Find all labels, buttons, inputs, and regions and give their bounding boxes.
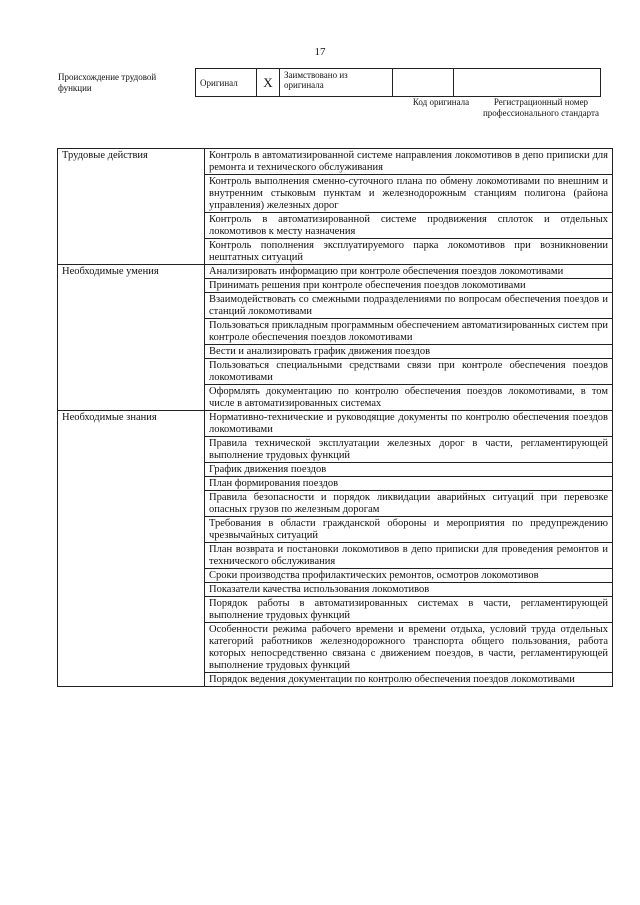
section-item: План формирования поездов	[205, 477, 613, 491]
section-item: Порядок работы в автоматизированных системах в части, регламентирующей выполнение трудовых функций	[205, 597, 613, 623]
section-cell	[58, 623, 205, 673]
section-item: Вести и анализировать график движения поездов	[205, 345, 613, 359]
section-item: Пользоваться прикладным программным обеспечением автоматизированных систем при контроле обеспечения поездов локомотивами	[205, 319, 613, 345]
table-row	[58, 583, 613, 597]
code-cell	[393, 69, 454, 97]
table-row	[58, 569, 613, 583]
borrowed-cell: Заимствовано из оригинала	[280, 69, 393, 97]
section-item: Порядок ведения документации по контролю обеспечения поездов локомотивами	[205, 673, 613, 687]
table-row	[58, 463, 613, 477]
table-row	[58, 597, 613, 623]
table-row	[58, 543, 613, 569]
table-row	[58, 491, 613, 517]
section-cell	[58, 359, 205, 385]
origin-table	[195, 68, 601, 97]
section-cell	[58, 213, 205, 239]
function-table	[57, 148, 613, 687]
table-row	[58, 265, 613, 279]
table-row	[58, 517, 613, 543]
section-item: Контроль выполнения сменно-суточного плана по обмену локомотивами по внешним и внутренним стыковым пунктам и железнодорожным станциям полигона (района управления) железных дорог	[205, 175, 613, 213]
table-row	[58, 411, 613, 437]
section-cell	[58, 319, 205, 345]
table-row	[58, 437, 613, 463]
table-row	[58, 279, 613, 293]
section-cell	[58, 279, 205, 293]
code-caption: Код оригинала	[412, 97, 470, 107]
section-cell	[58, 175, 205, 213]
section-cell	[58, 583, 205, 597]
table-row	[58, 345, 613, 359]
section-item: Взаимодействовать со смежными подразделениями по вопросам обеспечения поездов и станций локомотивами	[205, 293, 613, 319]
section-item: Принимать решения при контроле обеспечения поездов локомотивами	[205, 279, 613, 293]
section-cell	[58, 437, 205, 463]
section-item: Особенности режима рабочего времени и времени отдыха, условий труда отдельных категорий работников железнодорожного транспорта общего пользования, работа которых непосредственно связана с движением поездов, в части, регламентирующей выполнение трудовых функций	[205, 623, 613, 673]
table-row	[58, 319, 613, 345]
section-cell	[58, 385, 205, 411]
section-item: Оформлять документацию по контролю обеспечения поездов локомотивами, в том числе в автоматизированных системах	[205, 385, 613, 411]
section-item: График движения поездов	[205, 463, 613, 477]
function-table-body	[58, 149, 613, 687]
table-row	[58, 239, 613, 265]
section-cell	[58, 673, 205, 687]
table-row	[58, 673, 613, 687]
section-cell	[58, 597, 205, 623]
section-cell	[58, 491, 205, 517]
section-cell	[58, 239, 205, 265]
section-cell	[58, 517, 205, 543]
reg-number-cell	[454, 69, 601, 97]
section-item: Анализировать информацию при контроле обеспечения поездов локомотивами	[205, 265, 613, 279]
section-item: Пользоваться специальными средствами связи при контроле обеспечения поездов локомотивами	[205, 359, 613, 385]
section-item: Контроль в автоматизированной системе направления локомотивов в депо приписки для ремонта и технического обслуживания	[205, 149, 613, 175]
section-cell	[58, 463, 205, 477]
section-cell	[58, 293, 205, 319]
section-item: Требования в области гражданской обороны и мероприятия по предупреждению чрезвычайных ситуаций	[205, 517, 613, 543]
page-number: 17	[314, 46, 326, 58]
section-cell	[58, 543, 205, 569]
table-row	[58, 293, 613, 319]
section-cell	[58, 345, 205, 359]
section-item: Контроль в автоматизированной системе продвижения сплоток и отдельных локомотивов к месту назначения	[205, 213, 613, 239]
section-cell	[58, 477, 205, 491]
section-item: План возврата и постановки локомотивов в депо приписки для проведения ремонтов и технического обслуживания	[205, 543, 613, 569]
section-item: Правила безопасности и порядок ликвидации аварийных ситуаций при перевозке опасных грузов по железным дорогам	[205, 491, 613, 517]
table-row	[58, 213, 613, 239]
section-cell	[58, 569, 205, 583]
section-title: Необходимые умения	[58, 265, 205, 279]
section-item: Правила технической эксплуатации железных дорог в части, регламентирующей выполнение трудовых функций	[205, 437, 613, 463]
section-item: Сроки производства профилактических ремонтов, осмотров локомотивов	[205, 569, 613, 583]
table-row	[58, 477, 613, 491]
table-row	[58, 175, 613, 213]
section-title: Трудовые действия	[58, 149, 205, 175]
original-mark: X	[257, 69, 280, 97]
table-row	[58, 623, 613, 673]
table-row	[58, 149, 613, 175]
section-item: Контроль пополнения эксплуатируемого парка локомотивов при возникновении нештатных ситуаций	[205, 239, 613, 265]
table-row	[58, 359, 613, 385]
section-title: Необходимые знания	[58, 411, 205, 437]
original-cell: Оригинал	[196, 69, 257, 97]
section-item: Показатели качества использования локомотивов	[205, 583, 613, 597]
origin-label: Происхождение трудовой функции	[58, 72, 157, 93]
reg-number-caption: Регистрационный номер профессионального стандарта	[482, 97, 600, 118]
section-item: Нормативно-технические и руководящие документы по контролю обеспечения поездов локомотивами	[205, 411, 613, 437]
table-row	[58, 385, 613, 411]
